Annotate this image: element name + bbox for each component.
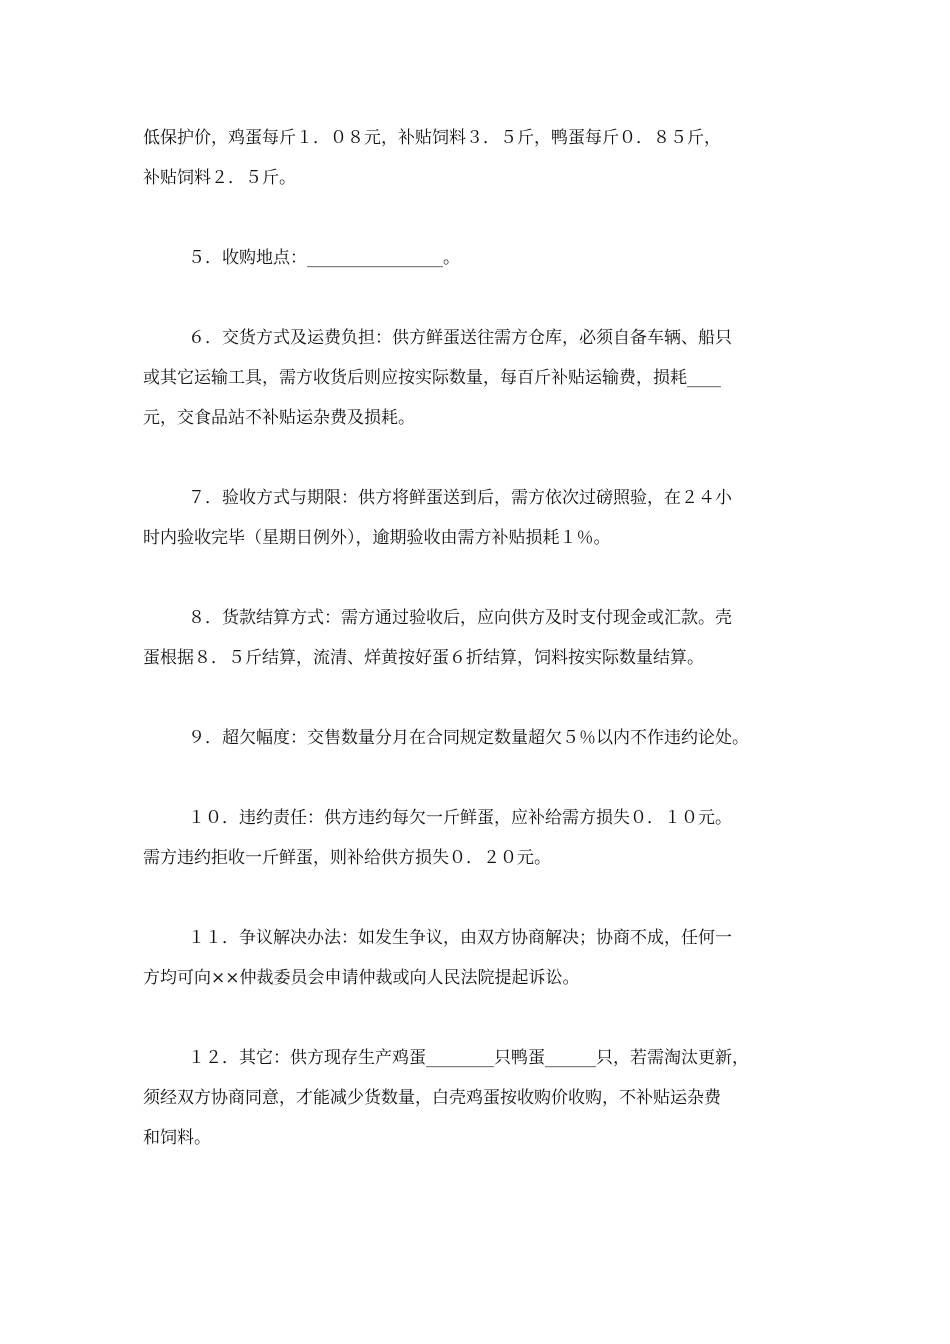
- text-line: １２．其它：供方现存生产鸡蛋________只鸭蛋______只，若需淘汰更新，: [188, 1048, 749, 1068]
- paragraph-8-payment: [143, 598, 813, 678]
- paragraph-9-tolerance: [143, 718, 813, 758]
- paragraph-11-dispute: [143, 918, 813, 998]
- paragraph-6-delivery-method: [143, 318, 813, 438]
- text-line: 低保护价，鸡蛋每斤１．０８元，补贴饲料３．５斤，鸭蛋每斤０．８５斤，: [143, 128, 721, 148]
- text-line: 蛋根据８．５斤结算，流清、烊黄按好蛋６折结算，饲料按实际数量结算。: [143, 648, 704, 668]
- text-line: 时内验收完毕（星期日例外），逾期验收由需方补贴损耗１％。: [143, 528, 611, 548]
- text-line: 补贴饲料２．５斤。: [143, 168, 296, 188]
- paragraph-10-liability: [143, 798, 813, 878]
- text-line: １０．违约责任：供方违约每欠一斤鲜蛋，应补给需方损失０．１０元。: [188, 808, 732, 828]
- paragraph-4-continued: [143, 118, 813, 198]
- paragraph-7-acceptance: [143, 478, 813, 558]
- text-line: ６．交货方式及运费负担：供方鲜蛋送往需方仓库，必须自备车辆、船只: [188, 328, 732, 348]
- text-line: 元，交食品站不补贴运杂费及损耗。: [143, 408, 415, 428]
- text-line: 方均可向××仲裁委员会申请仲裁或向人民法院提起诉讼。: [143, 968, 580, 988]
- text-line: ５．收购地点：________________。: [188, 248, 460, 268]
- text-line: ８．货款结算方式：需方通过验收后，应向供方及时支付现金或汇款。壳: [188, 608, 732, 628]
- text-line: ９．超欠幅度：交售数量分月在合同规定数量超欠５％以内不作违约论处。: [188, 728, 749, 748]
- text-line: 须经双方协商同意，才能减少货数量，白壳鸡蛋按收购价收购，不补贴运杂费: [143, 1088, 721, 1108]
- paragraph-12-other: [143, 1038, 813, 1158]
- text-line: ７．验收方式与期限：供方将鲜蛋送到后，需方依次过磅照验，在２４小: [188, 488, 732, 508]
- paragraph-5-purchase-location: [143, 238, 813, 278]
- text-line: 需方违约拒收一斤鲜蛋，则补给供方损失０．２０元。: [143, 848, 551, 868]
- text-line: 和饲料。: [143, 1128, 211, 1148]
- text-line: 或其它运输工具，需方收货后则应按实际数量，每百斤补贴运输费，损耗____: [143, 368, 721, 388]
- text-line: １１．争议解决办法：如发生争议，由双方协商解决；协商不成，任何一: [188, 928, 732, 948]
